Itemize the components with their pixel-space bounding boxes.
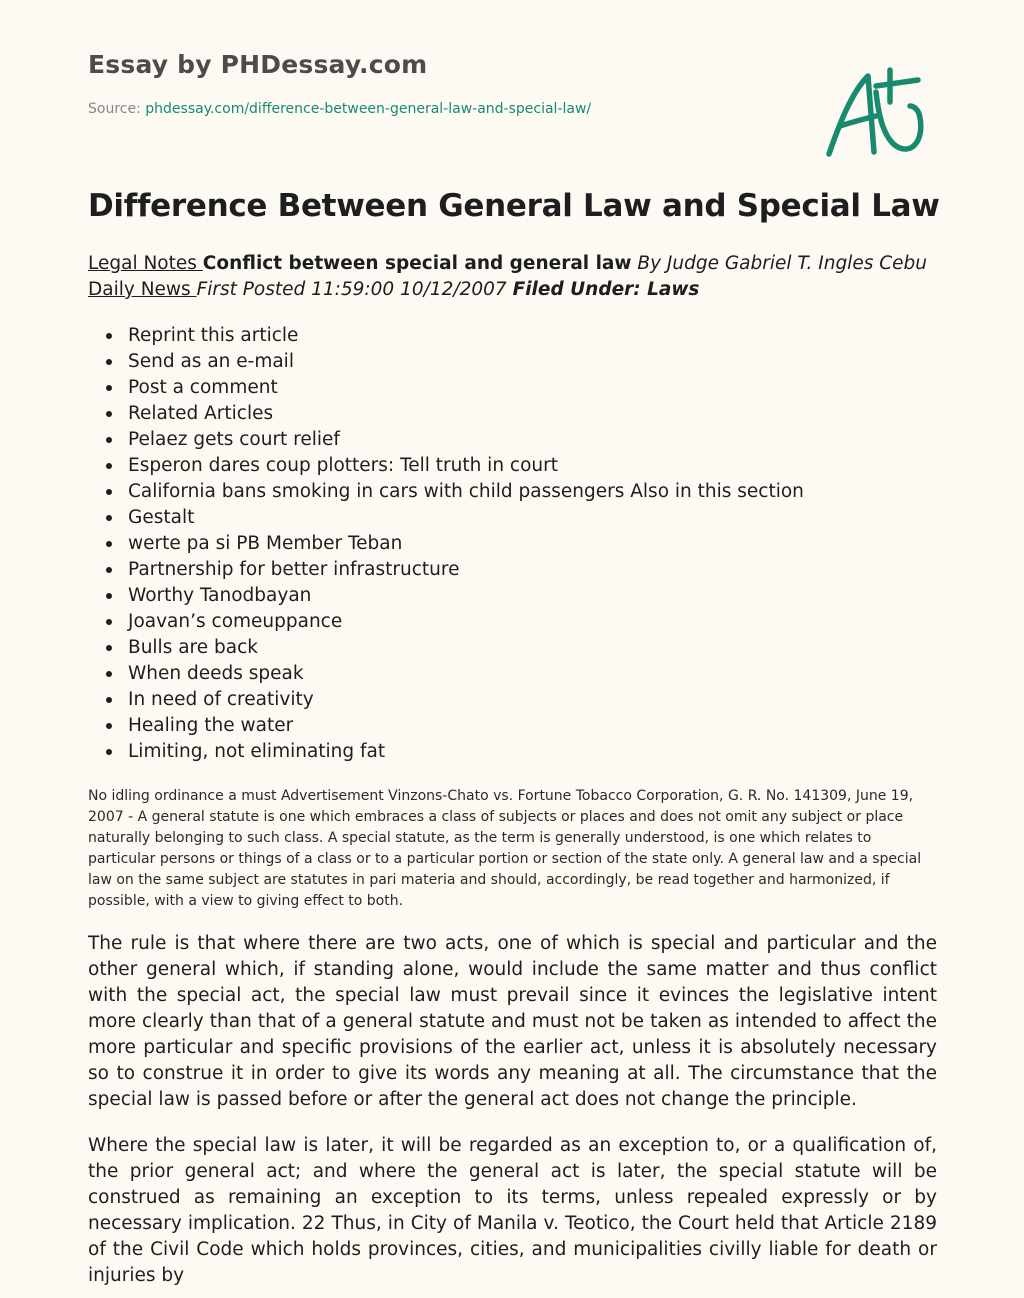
list-item: Worthy Tanodbayan <box>88 583 937 609</box>
list-item: Post a comment <box>88 375 937 401</box>
page-title: Difference Between General Law and Special Law <box>88 188 940 224</box>
list-item: Partnership for better infrastructure <box>88 557 937 583</box>
article-byline <box>88 251 937 303</box>
list-item: In need of creativity <box>88 687 937 713</box>
list-item: Gestalt <box>88 505 937 531</box>
list-item: Limiting, not eliminating fat <box>88 739 937 765</box>
list-item: Healing the water <box>88 713 937 739</box>
list-item: Esperon dares coup plotters: Tell truth in court <box>88 453 937 479</box>
byline-posted: First Posted 11:59:00 10/12/2007 <box>196 279 513 300</box>
list-item: werte pa si PB Member Teban <box>88 531 937 557</box>
list-item: California bans smoking in cars with child passengers Also in this section <box>88 479 937 505</box>
publication-link[interactable]: Daily News <box>88 279 197 300</box>
source-label: Source: <box>88 101 146 117</box>
byline-filed: Filed Under: Laws <box>512 279 700 300</box>
list-item: Reprint this article <box>88 323 937 349</box>
list-item: Bulls are back <box>88 635 937 661</box>
site-brand: Essay by PHDessay.com <box>88 50 428 79</box>
list-item: When deeds speak <box>88 661 937 687</box>
body-paragraph: Where the special law is later, it will be regarded as an exception to, or a qualification of, the prior general act; and where the general act is later, the special statute will be construed as remaining an exception to its terms, unless repealed expressly or by necessary implication. 22 Thus, in City of Manila v. Teotico, the Court held that Article 2189 of the Civil Code which holds provinces, cities, and municipalities civilly liable for death or injuries by <box>88 1135 937 1286</box>
source-line <box>88 101 591 117</box>
byline-author: By Judge Gabriel T. Ingles Cebu <box>631 253 927 274</box>
source-link[interactable]: phdessay.com/difference-between-general-law-and-special-law/ <box>145 101 592 117</box>
list-item: Pelaez gets court relief <box>88 427 937 453</box>
related-links-list <box>88 323 937 765</box>
intro-paragraph: No idling ordinance a must Advertisement Vinzons-Chato vs. Fortune Tobacco Corporation, G. R. No. 141309, June 19, 2007 - A general statute is one which embraces a class of subjects or places and does not omit any subject or place naturally belonging to such class. A special statute, as the term is generally understood, is one which relates to particular persons or things of a class or to a particular portion or section of the state only. A general law and a special law on the same subject are statutes in pari materia and should, accordingly, be read together and harmonized, if possible, with a view to giving effect to both. <box>88 788 922 909</box>
a-plus-logo-icon <box>824 62 928 162</box>
body-paragraph: The rule is that where there are two acts, one of which is special and particular and the other general which, if standing alone, would include the same matter and thus conflict with the special act, the special law must prevail since it evinces the legislative intent more clearly than that of a general statute and must not be taken as intended to affect the more particular and specific provisions of the earlier act, unless it is absolutely necessary so to construe it in order to give its words any meaning at all. The circumstance that the special law is passed before or after the general act does not change the principle. <box>88 933 937 1110</box>
byline-headline: Conflict between special and general law <box>202 253 632 274</box>
list-item: Send as an e-mail <box>88 349 937 375</box>
section-link[interactable]: Legal Notes <box>88 253 203 274</box>
list-item: Joavan’s comeuppance <box>88 609 937 635</box>
list-item: Related Articles <box>88 401 937 427</box>
